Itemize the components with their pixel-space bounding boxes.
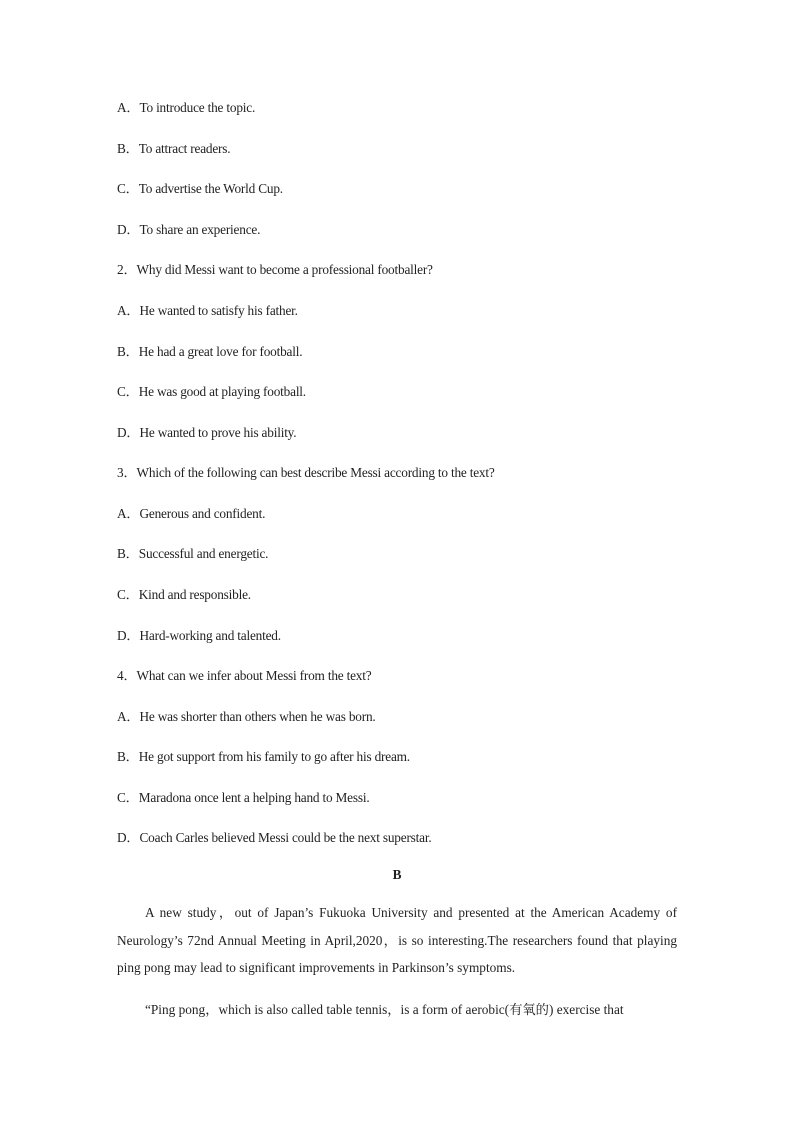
passage-paragraph: [117, 996, 677, 1024]
q3-option-b: B．Successful and energetic.: [117, 546, 269, 561]
q3-option-d: D．Hard-working and talented.: [117, 628, 281, 643]
section-heading: B: [392, 867, 402, 882]
q1-option-a: A．To introduce the topic.: [117, 100, 256, 115]
q4-question: 4．What can we infer about Messi from the text?: [117, 668, 372, 683]
passage-paragraph-1: A new study，out of Japan’s Fukuoka University and presented at the American Academy of Neurology’s 72nd Annual Meeting in April,2020，is so interesting.The researchers found that playing ping pong may lead to significant improvements in Parkinson’s symptoms.: [117, 905, 677, 975]
q4-option-c: C．Maradona once lent a helping hand to Messi.: [117, 790, 370, 805]
q1-option-d: D．To share an experience.: [117, 222, 261, 237]
q1-option-b: B．To attract readers.: [117, 141, 231, 156]
q4-option-b: B．He got support from his family to go after his dream.: [117, 749, 410, 764]
q2-option-a: A．He wanted to satisfy his father.: [117, 303, 298, 318]
passage-paragraph: [117, 899, 677, 982]
q4-option-d: D．Coach Carles believed Messi could be the next superstar.: [117, 830, 432, 845]
q2-option-d: D．He wanted to prove his ability.: [117, 425, 297, 440]
q3-option-c: C．Kind and responsible.: [117, 587, 251, 602]
q2-option-b: B．He had a great love for football.: [117, 344, 303, 359]
q3-option-a: A．Generous and confident.: [117, 506, 266, 521]
q4-option-a: A．He was shorter than others when he was born.: [117, 709, 376, 724]
passage-paragraph-2: “Ping pong，which is also called table tennis，is a form of aerobic(有氧的) exercise that: [145, 1002, 624, 1017]
q2-question: 2．Why did Messi want to become a professional footballer?: [117, 262, 433, 277]
q3-question: 3．Which of the following can best describe Messi according to the text?: [117, 465, 495, 480]
q1-option-c: C．To advertise the World Cup.: [117, 181, 283, 196]
q2-option-c: C．He was good at playing football.: [117, 384, 306, 399]
